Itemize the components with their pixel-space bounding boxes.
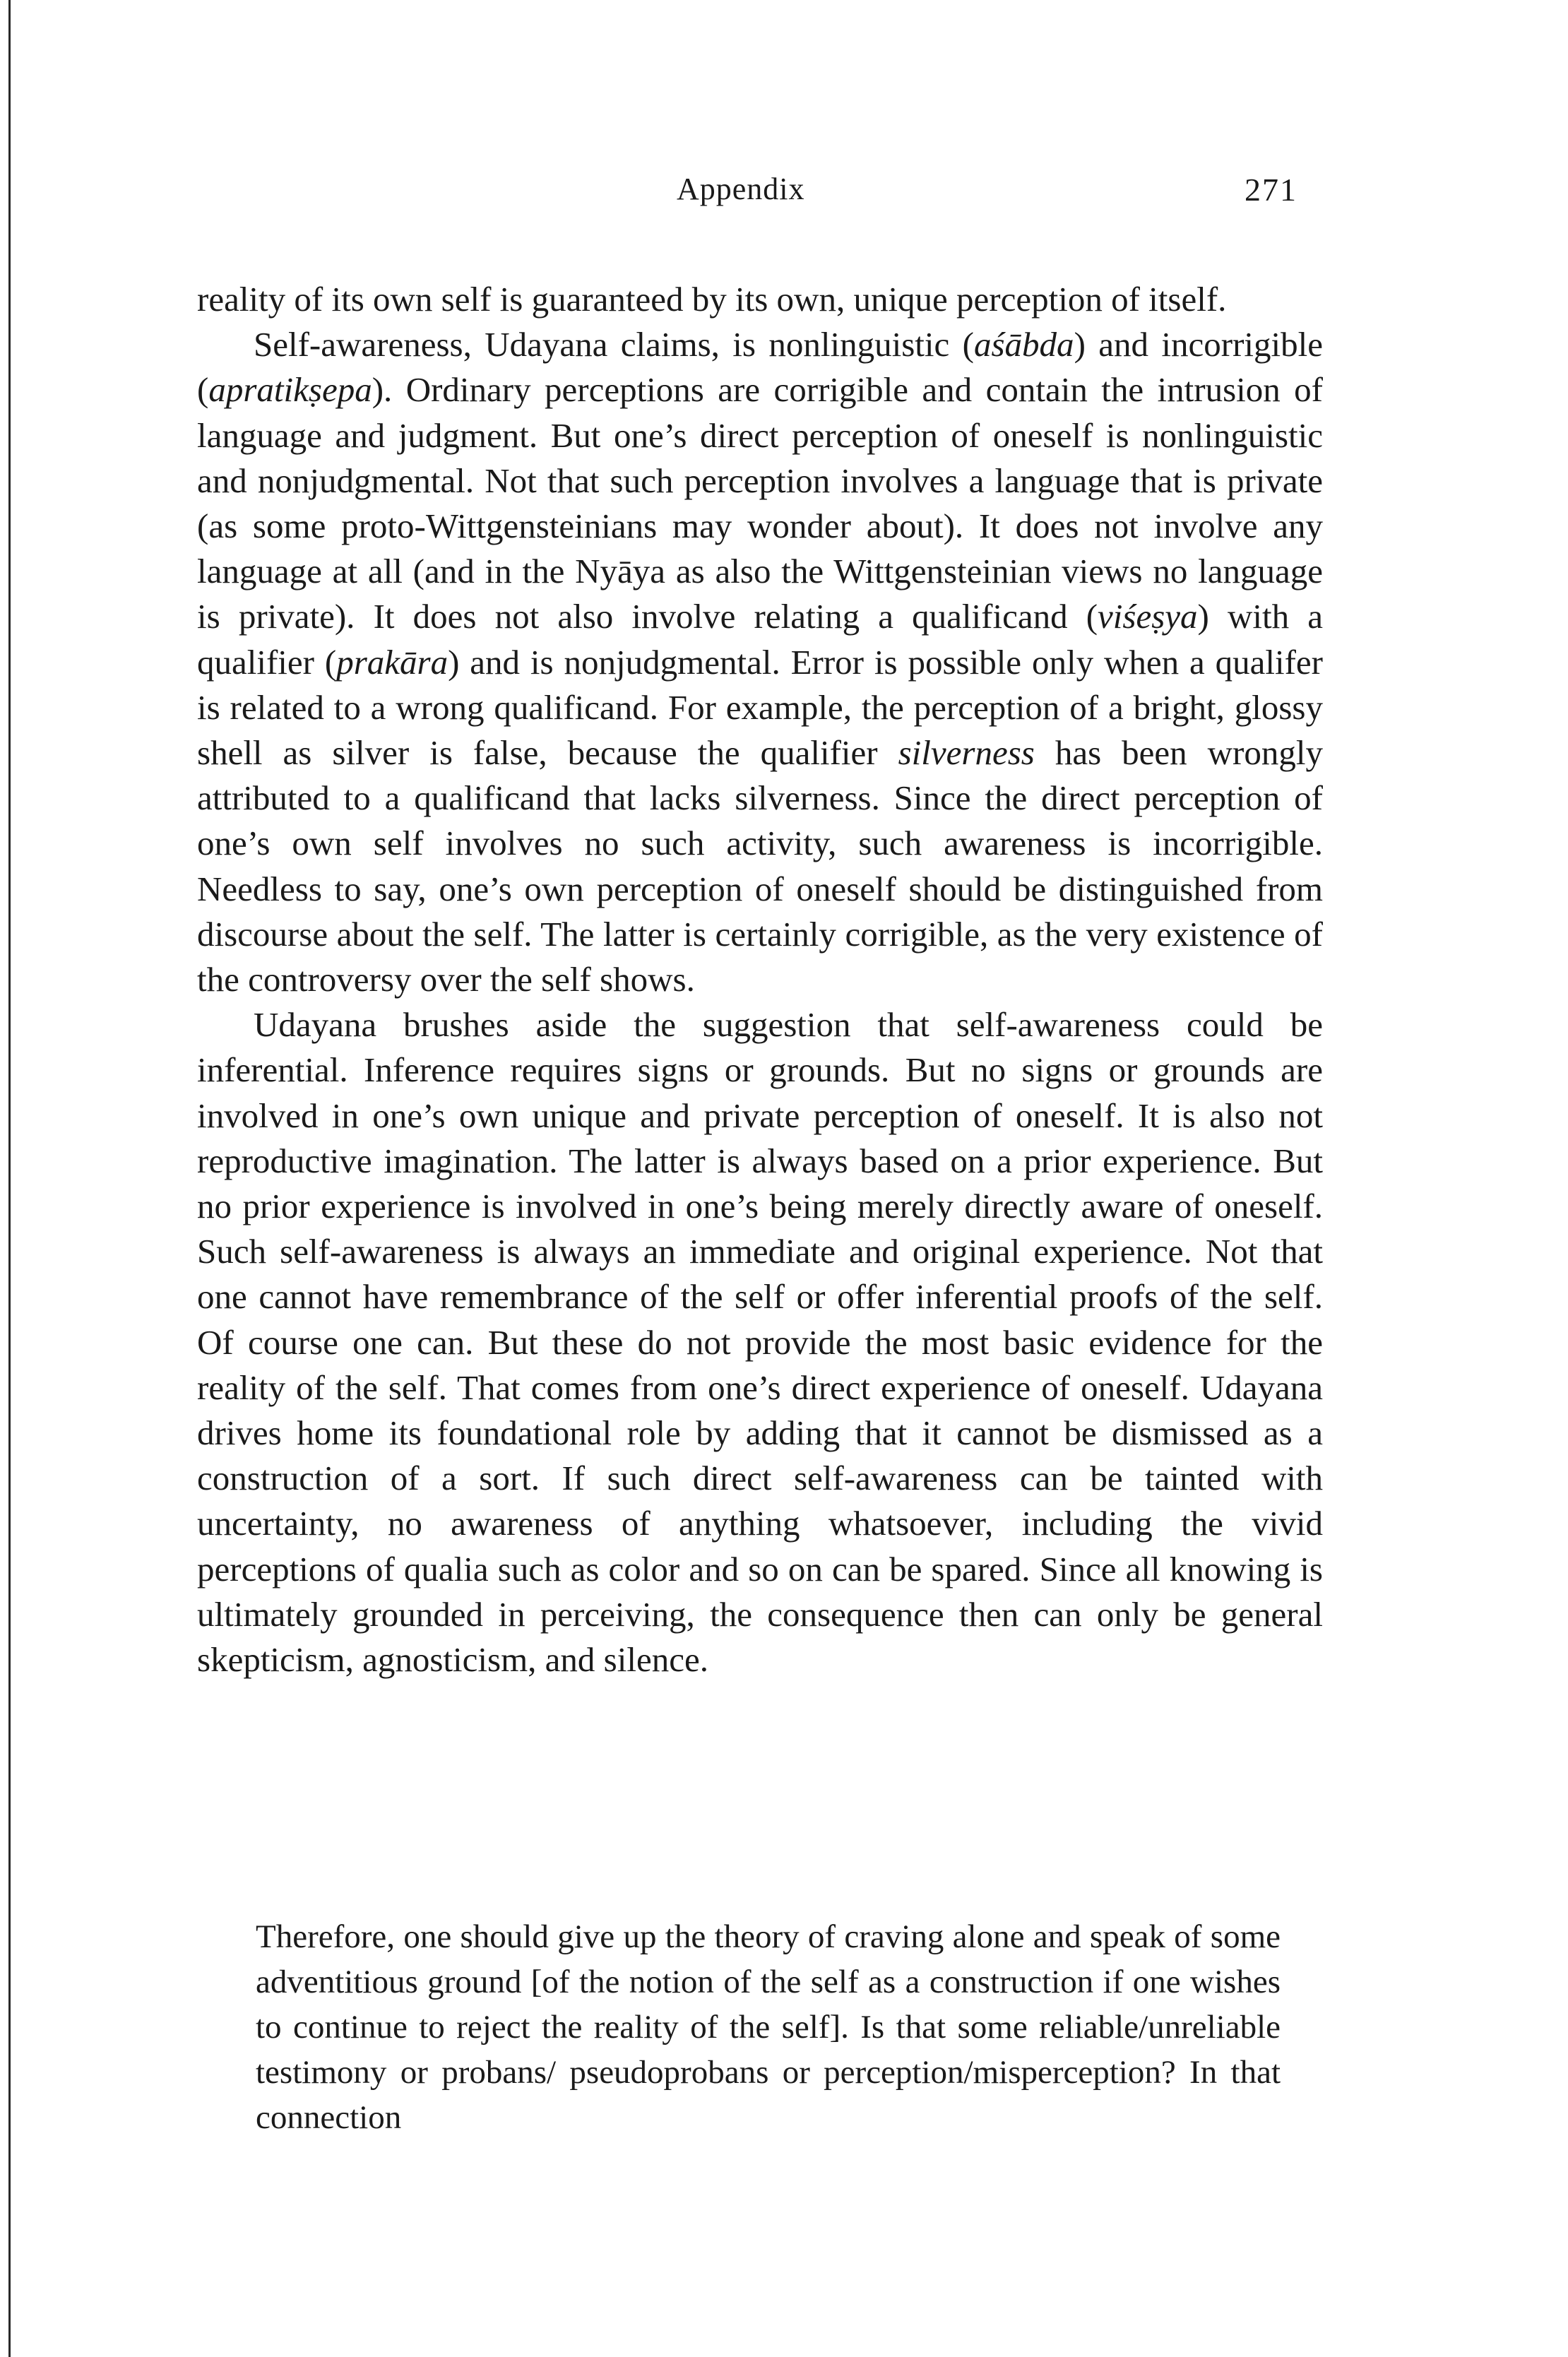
block-quote [256,1914,1281,2140]
running-head [0,171,1568,213]
paragraph-2-text-4: ) with a qualifier ( [197,597,1323,682]
paragraph-2-text-6: has been wrongly attributed to a qualificand that lacks silverness. Since the direct perception of one’s own self involves no such activity, such awareness is incorrigible. Needless to say, one’s own perception of oneself should be distinguished from discourse about the self. The latter is certainly corrigible, as the very existence of the controversy over the self shows. [197,733,1323,999]
term-asabda: aśābda [973,325,1074,364]
paragraph-2-text-1: Self-awareness, Udayana claims, is nonlinguistic ( [254,325,974,364]
scan-edge-line [8,0,11,2357]
paragraph-2-text-3: ). Ordinary perceptions are corrigible and contain the intrusion of language and judgment. But one’s direct perception of oneself is nonlinguistic and nonjudgmental. Not that such perception involves a language that is private (as some proto-Wittgensteinians may wonder about). It does not involve any language at all (and in the Nyāya as also the Wittgensteinian views no language is private). It does not also involve relating a qualificand ( [197,370,1323,636]
body-text [197,277,1323,1682]
term-prakara: prakāra [336,642,449,682]
term-visesya: viśeṣya [1098,597,1198,636]
paragraph-1: reality of its own self is guaranteed by its own, unique perception of itself. [197,280,1227,319]
paragraph-2-text-5: ) and is nonjudgmental. Error is possible only when a qualifer is related to a wrong qualificand. For example, the perception of a bright, glossy shell as silver is false, because the qualifier [197,642,1323,773]
paragraph-2 [197,322,1323,1002]
term-apratiksepa: apratikṣepa [208,370,372,410]
paragraph-2-text-2: ) and incorrigible ( [197,325,1324,410]
term-silverness: silverness [898,733,1035,773]
block-quote-text: Therefore, one should give up the theory of craving alone and speak of some adventitious ground [of the notion of the self as a construction if one wishes to continue to reject the reality of the self]. Is that some reliable/unreliable testimony or probans/ pseudoprobans or perception/misperception? In that connection [256,1918,1281,2136]
running-title: Appendix [677,172,805,206]
page-number: 271 [1245,172,1297,208]
paragraph-3: Udayana brushes aside the suggestion that self-awareness could be inferential. Inference requires signs or grounds. But no signs or grounds are involved in one’s own unique and private perception of oneself. It is also not reproductive imagination. The latter is always based on a prior experience. But no prior experience is involved in one’s being merely directly aware of oneself. Such self-awareness is always an immediate and original experience. Not that one cannot have remembrance of the self or offer inferential proofs of the self. Of course one can. But these do not provide the most basic evidence for the reality of the self. That comes from one’s direct experience of oneself. Udayana drives home its foundational role by adding that it cannot be dismissed as a construction of a sort. If such direct self-awareness can be tainted with uncertainty, no awareness of anything whatsoever, including the vivid perceptions of qualia such as color and so on can be spared. Since all knowing is ultimately grounded in perceiving, the consequence then can only be general skepticism, agnosticism, and silence. [197,1005,1323,1680]
